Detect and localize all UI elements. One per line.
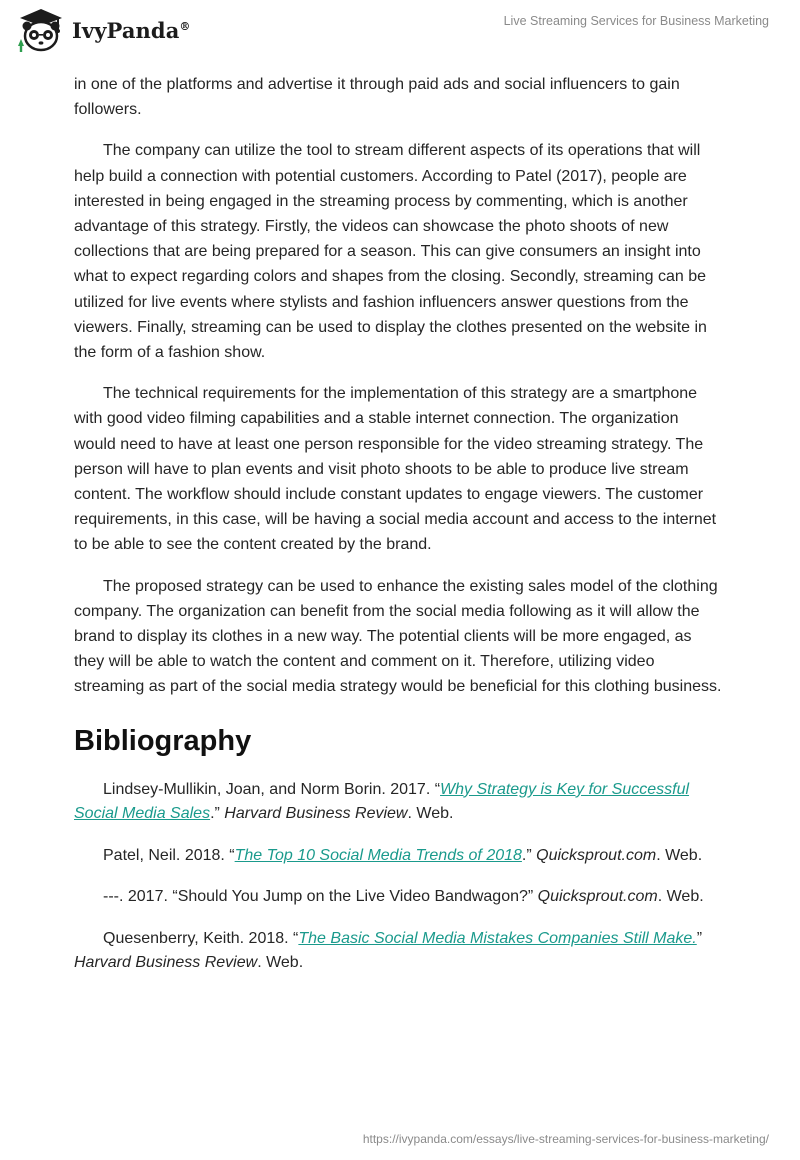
reference-author: Patel, Neil. 2018. “ xyxy=(103,846,235,864)
running-title: Live Streaming Services for Business Marketing xyxy=(503,14,769,28)
brand-name: IvyPanda® xyxy=(72,17,191,43)
footer-url: https://ivypanda.com/essays/live-streaming-services-for-business-marketing/ xyxy=(362,1132,769,1146)
reference-author: Lindsey-Mullikin, Joan, and Norm Borin. 2017. “ xyxy=(103,780,441,798)
body-paragraph: The proposed strategy can be used to enhance the existing sales model of the clothing company. The organization can benefit from the social media following as it will allow the brand to display its clothes in a new way. The potential clients will be more engaged, as they will be able to watch the content and comment on it. Therefore, utilizing video streaming as part of the social media strategy would be beneficial for this clothing business. xyxy=(74,577,722,696)
ivypanda-logo[interactable] xyxy=(14,6,191,54)
reference-entry: Patel, Neil. 2018. “The Top 10 Social Media Trends of 2018.” Quicksprout.com. Web. xyxy=(103,846,703,864)
reference-author: Quesenberry, Keith. 2018. “ xyxy=(103,929,299,947)
reference-source: Quicksprout.com xyxy=(536,846,657,864)
reference-author: ---. 2017. “Should You Jump on the Live Video Bandwagon?” xyxy=(103,888,538,906)
body-paragraph: in one of the platforms and advertise it through paid ads and social influencers to gain followers. xyxy=(74,76,680,119)
panda-graduate-icon xyxy=(14,6,66,54)
essay-content xyxy=(74,72,724,993)
reference-link[interactable]: The Basic Social Media Mistakes Companies Still Make. xyxy=(298,929,697,947)
body-paragraph: The company can utilize the tool to stream different aspects of its operations that will help build a connection with potential customers. According to Patel (2017), people are interested in being engaged in the streaming process by commenting, which is another advantage of this strategy. Firstly, the videos can showcase the photo shoots of new collections that are being prepared for a season. This can give consumers an insight into what to expect regarding colors and shapes from the closing. Secondly, streaming can be utilized for live events where stylists and fashion influencers answer questions from the viewers. Finally, streaming can be used to display the clothes presented on the website in the form of a fashion show. xyxy=(74,142,707,362)
reference-entry: ---. 2017. “Should You Jump on the Live Video Bandwagon?” Quicksprout.com. Web. xyxy=(103,888,704,906)
reference-source: Harvard Business Review xyxy=(224,805,408,823)
reference-entry: Lindsey-Mullikin, Joan, and Norm Borin. 2017. “Why Strategy is Key for Successful Social Media Sales.” Harvard Business Review. Web. xyxy=(74,780,690,823)
reference-entry: Quesenberry, Keith. 2018. “The Basic Social Media Mistakes Companies Still Make.” Harvard Business Review. Web. xyxy=(74,929,703,972)
bibliography-heading: Bibliography xyxy=(74,724,252,757)
body-paragraph: The technical requirements for the implementation of this strategy are a smartphone with good video filming capabilities and a stable internet connection. The organization would need to have at least one person responsible for the video streaming strategy. The person will have to plan events and visit photo shoots to be able to produce live stream content. The workflow should include constant updates to engage viewers. The customer requirements, in this case, will be having a social media account and access to the internet to be able to see the content created by the brand. xyxy=(74,385,717,554)
page-header xyxy=(0,0,800,62)
reference-link[interactable]: Why Strategy is Key for Successful Social Media Sales xyxy=(74,780,690,823)
reference-source: Quicksprout.com xyxy=(537,888,658,906)
reference-link[interactable]: The Top 10 Social Media Trends of 2018 xyxy=(234,846,522,864)
reference-source: Harvard Business Review xyxy=(74,954,258,972)
